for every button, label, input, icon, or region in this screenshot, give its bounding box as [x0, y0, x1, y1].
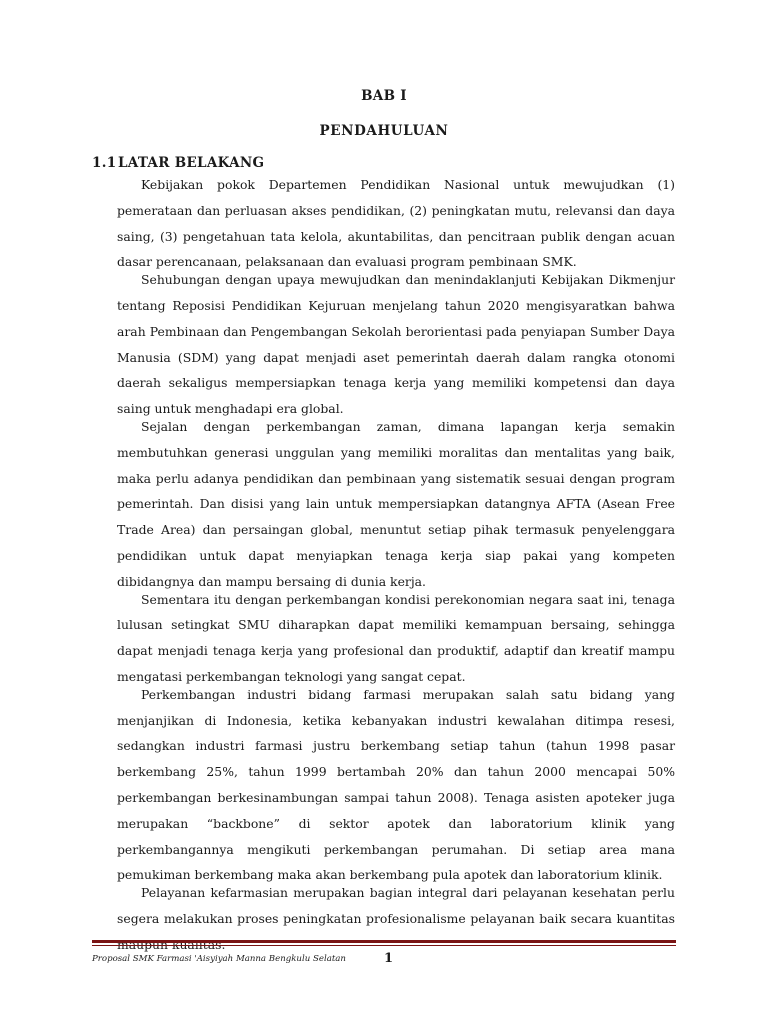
paragraph-5: Perkembangan industri bidang farmasi merupakan salah satu bidang yang menjanjikan di Indonesia, ketika kebanyakan industri kewalahan ditimpa resesi, sedangkan industri farmasi justru berkembang setiap tahun (tahun 1998 pasar berkembang 25%, tahun 1999 bertambah 20% dan tahun 2000 mencapai 50% perkembangan berkesinambungan sampai tahun 2008). Tenaga asisten apoteker juga merupakan “backbone” di sektor apotek dan laboratorium klinik yang perkembangannya mengikuti perkembangan perumahan. Di setiap area mana pemukiman berkembang maka akan berkembang pula apotek dan laboratorium klinik. [117, 686, 675, 883]
paragraph-4: Sementara itu dengan perkembangan kondisi perekonomian negara saat ini, tenaga lulusan setingkat SMU diharapkan dapat memiliki kemampuan bersaing, sehingga dapat menjadi tenaga kerja yang profesional dan produktif, adaptif dan kreatif mampu mengatasi perkembangan teknologi yang sangat cepat. [117, 591, 675, 684]
page-number: 1 [384, 951, 394, 966]
body-text [117, 172, 675, 958]
page-footer [92, 951, 676, 971]
paragraph-3: Sejalan dengan perkembangan zaman, dimana lapangan kerja semakin membutuhkan generasi unggulan yang memiliki moralitas dan mentalitas yang baik, maka perlu adanya pendidikan dan pembinaan yang sistematik sesuai dengan program pemerintah. Dan disisi yang lain untuk mempersiapkan datangnya AFTA (Asean Free Trade Area) dan persaingan global, menuntut setiap pihak termasuk penyelenggara pendidikan untuk dapat menyiapkan tenaga kerja siap pakai yang kompeten dibidangnya dan mampu bersaing di dunia kerja. [117, 418, 675, 589]
chapter-title: PENDAHULUAN [319, 123, 449, 139]
section-number: 1.1 [92, 155, 117, 171]
footer-divider [92, 940, 676, 946]
section-title: LATAR BELAKANG [118, 155, 265, 171]
footer-text: Proposal SMK Farmasi 'Aisyiyah Manna Bengkulu Selatan [92, 954, 346, 964]
paragraph-6: Pelayanan kefarmasian merupakan bagian integral dari pelayanan kesehatan perlu segera melakukan proses peningkatan profesionalisme pelayanan baik secara kuantitas [117, 885, 675, 926]
section-heading [92, 155, 264, 171]
footer-rule-thin [92, 945, 676, 946]
paragraph-1: Kebijakan pokok Departemen Pendidikan Nasional untuk mewujudkan (1) pemerataan dan perluasan akses pendidikan, (2) peningkatan mutu, relevansi dan daya saing, (3) pengetahuan tata kelola, akuntabilitas, dan pencitraan publik dengan acuan dasar perencanaan, pelaksanaan dan evaluasi program pembinaan SMK. [117, 177, 675, 270]
chapter-label: BAB I [361, 88, 407, 104]
footer-rule-thick [92, 940, 676, 943]
paragraph-2: Sehubungan dengan upaya mewujudkan dan menindaklanjuti Kebijakan Dikmenjur tentang Reposisi Pendidikan Kejuruan menjelang tahun 2020 mengisyaratkan bahwa arah Pembinaan dan Pengembangan Sekolah berorientasi pada penyiapan Sumber Daya Manusia (SDM) yang dapat menjadi aset pemerintah daerah dalam rangka otonomi daerah sekaligus mempersiapkan tenaga kerja yang memiliki kompetensi dan daya saing untuk menghadapi era global. [117, 272, 675, 417]
